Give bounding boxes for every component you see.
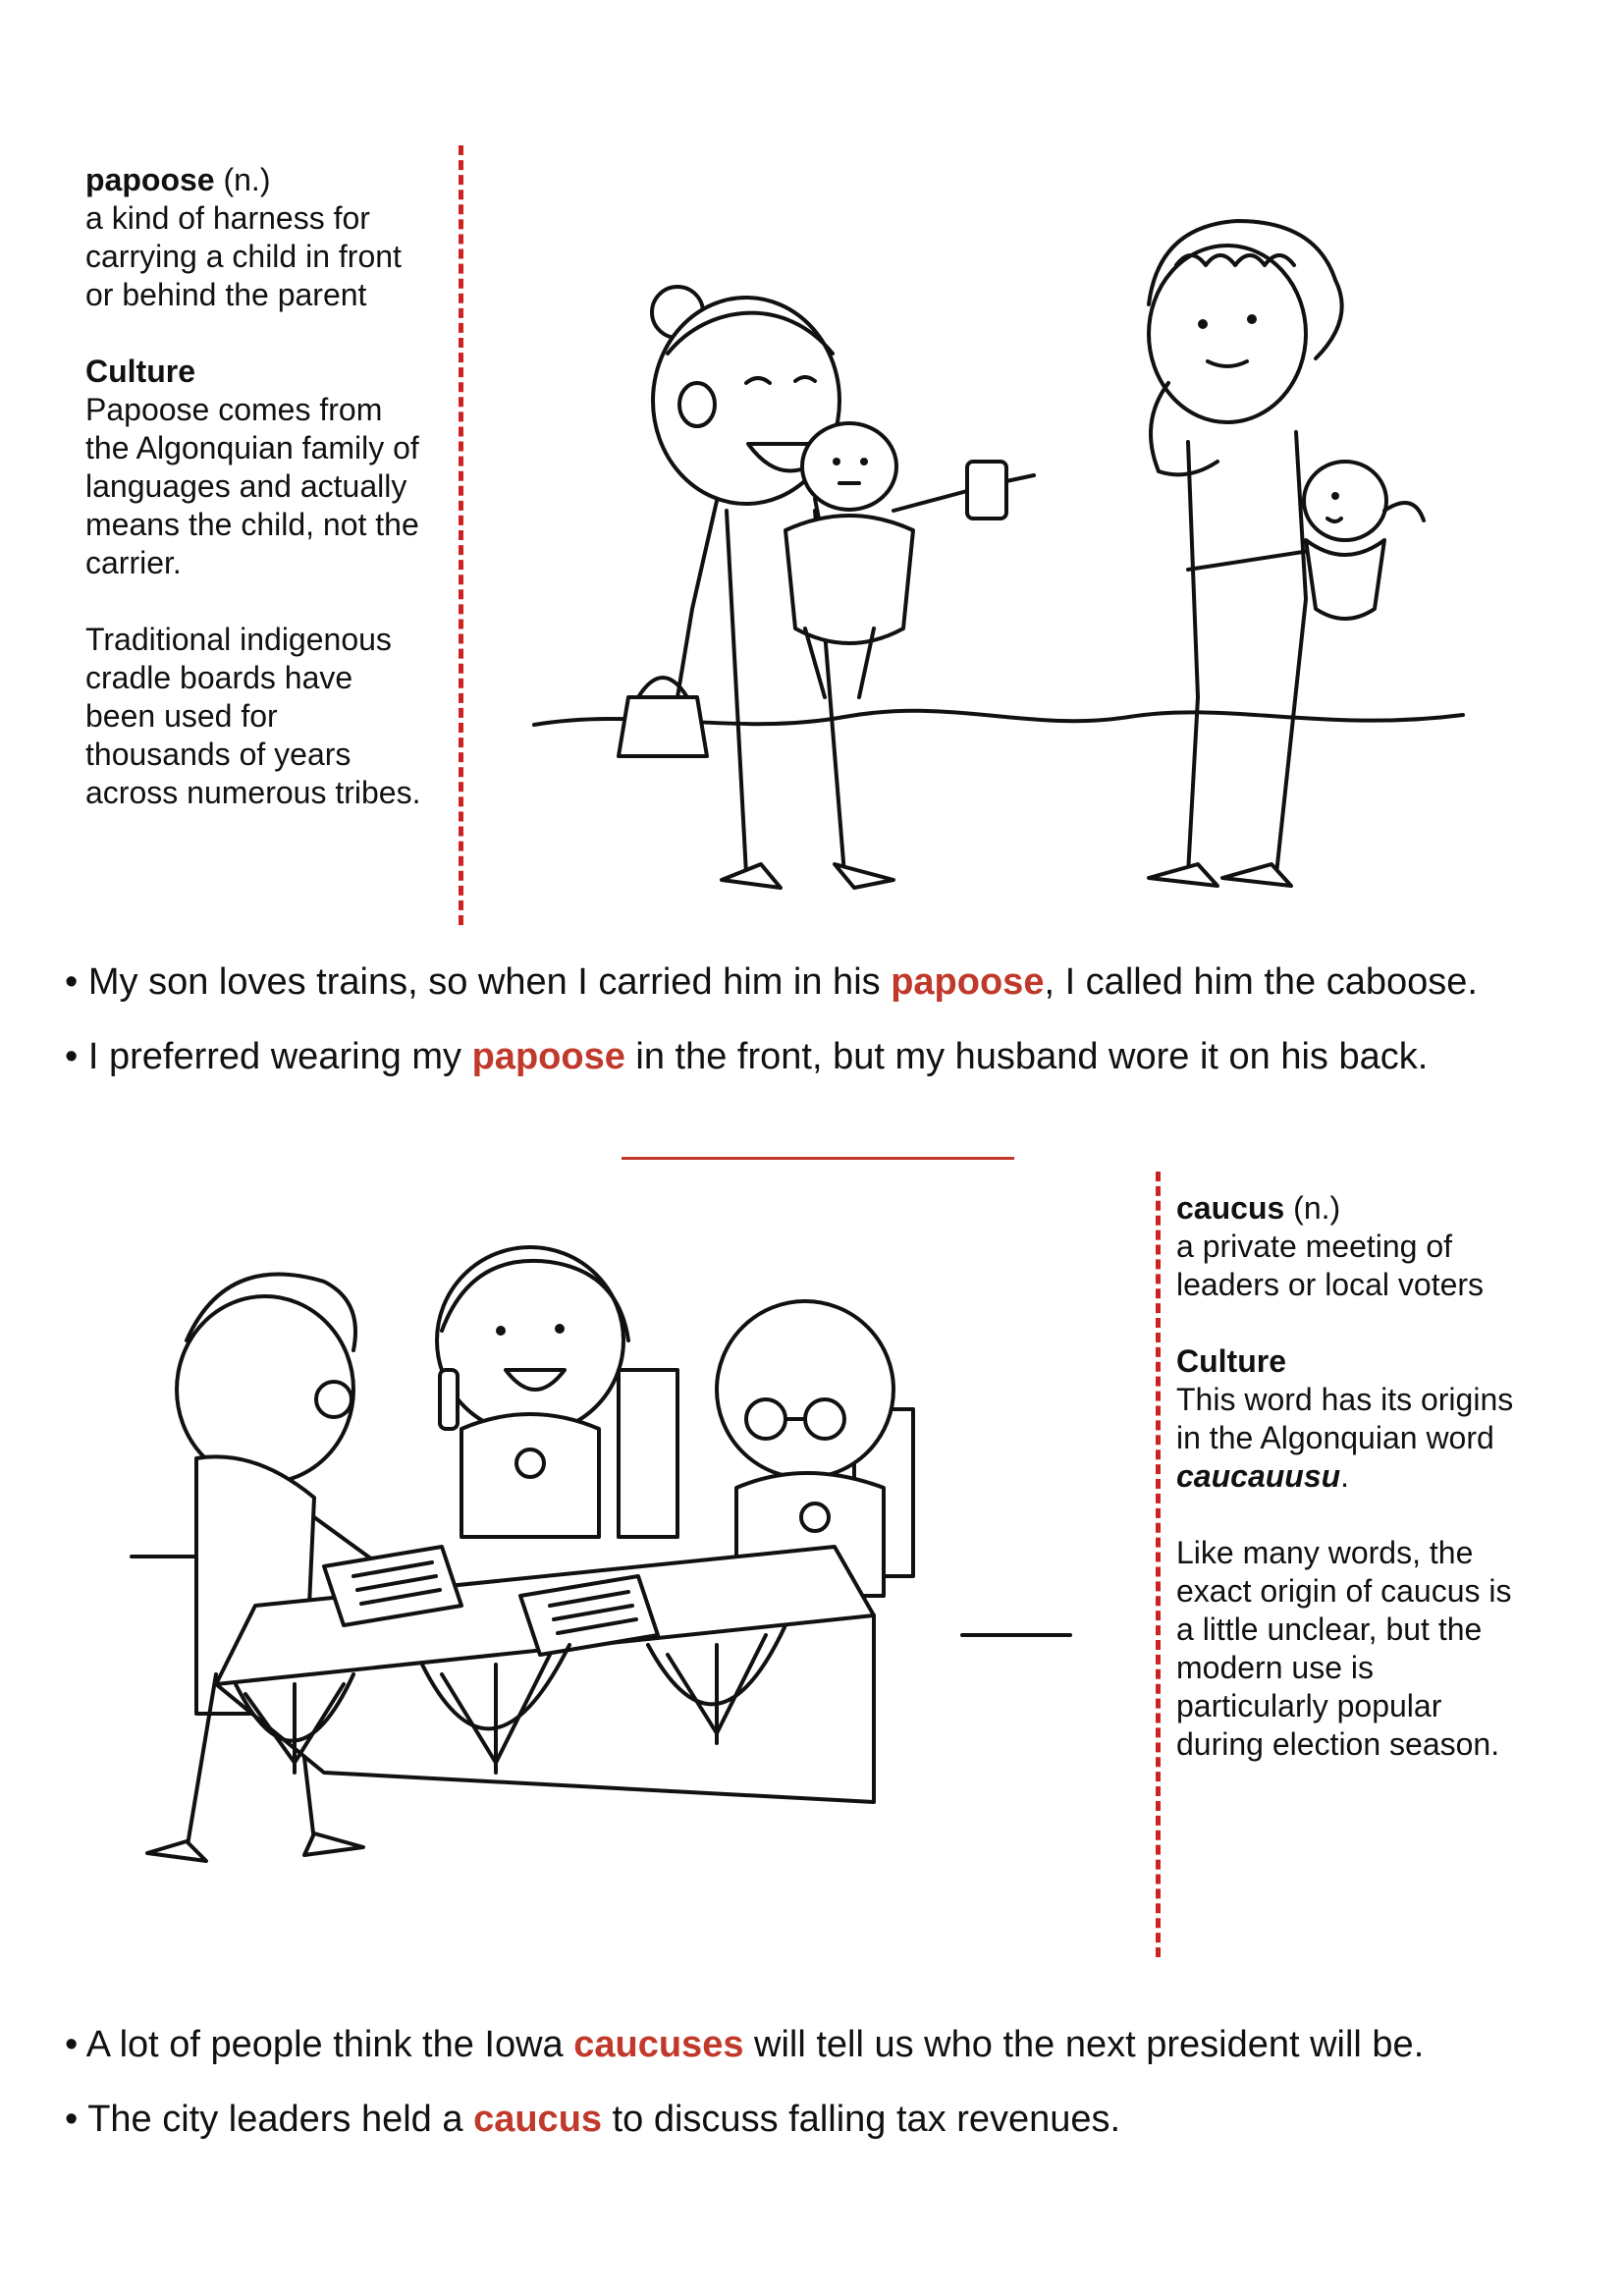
papoose-definition xyxy=(85,161,459,314)
extra-line: been used for xyxy=(85,698,278,734)
example-text-after: , I called him the caboose. xyxy=(1044,961,1478,1003)
papoose-extra xyxy=(85,621,459,812)
culture-term: caucauusu xyxy=(1176,1458,1341,1494)
caucus-example-2 xyxy=(65,2097,1120,2142)
extra-line: exact origin of caucus is xyxy=(1176,1573,1512,1609)
example-text-after: in the front, but my husband wore it on his back. xyxy=(624,1036,1429,1077)
definition-line: a kind of harness for xyxy=(85,200,370,236)
definition-line: or behind the parent xyxy=(85,277,367,312)
caucus-illustration xyxy=(128,1223,1090,1930)
culture-line: carrier. xyxy=(85,545,182,580)
extra-line: a little unclear, but the xyxy=(1176,1612,1483,1647)
culture-heading: Culture xyxy=(85,354,195,389)
caucus-definition-block xyxy=(1176,1189,1598,1802)
extra-line: during election season. xyxy=(1176,1726,1500,1762)
bullet: • xyxy=(65,961,79,1003)
definition-line: carrying a child in front xyxy=(85,239,402,274)
extra-line: Traditional indigenous xyxy=(85,622,392,657)
extra-line: across numerous tribes. xyxy=(85,775,421,810)
culture-line: This word has its origins xyxy=(1176,1382,1514,1417)
bullet: • xyxy=(65,1036,79,1077)
section-separator xyxy=(622,1157,1014,1160)
baby-back-carrier xyxy=(1304,462,1424,619)
culture-line: Papoose comes from xyxy=(85,392,383,427)
culture-line: languages and actually xyxy=(85,468,407,504)
bullet: • xyxy=(65,2024,79,2065)
woman-figure xyxy=(437,1247,628,1537)
part-of-speech: (n.) xyxy=(223,162,271,197)
example-text-before: My son loves trains, so when I carried him in his xyxy=(87,961,892,1003)
extra-line: modern use is xyxy=(1176,1650,1374,1685)
example-text-after: to discuss falling tax revenues. xyxy=(602,2099,1121,2140)
definition-line: a private meeting of xyxy=(1176,1229,1453,1264)
caucus-culture xyxy=(1176,1342,1598,1496)
extra-line: cradle boards have xyxy=(85,660,353,695)
part-of-speech: (n.) xyxy=(1293,1190,1341,1226)
culture-heading: Culture xyxy=(1176,1343,1286,1379)
culture-line: the Algonquian family of xyxy=(85,430,419,465)
definition-line: leaders or local voters xyxy=(1176,1267,1485,1302)
papoose-culture xyxy=(85,353,459,582)
culture-term-suffix: . xyxy=(1340,1458,1350,1494)
example-highlight-word: caucuses xyxy=(573,2024,744,2065)
headword: papoose xyxy=(85,162,215,197)
example-text-before: A lot of people think the Iowa xyxy=(85,2024,574,2065)
papoose-definition-block xyxy=(85,161,459,850)
culture-line: in the Algonquian word xyxy=(1176,1420,1494,1455)
baby-front-carrier xyxy=(785,423,913,697)
papoose-example-2 xyxy=(65,1034,1428,1079)
extra-line: Like many words, the xyxy=(1176,1535,1474,1570)
papoose-illustration xyxy=(520,187,1483,894)
example-text-before: The city leaders held a xyxy=(87,2099,474,2140)
bullet: • xyxy=(65,2099,79,2140)
headword: caucus xyxy=(1176,1190,1285,1226)
caucus-example-1 xyxy=(65,2022,1424,2067)
example-text-before: I preferred wearing my xyxy=(87,1036,472,1077)
example-highlight-word: caucus xyxy=(473,2099,603,2140)
caucus-vertical-divider xyxy=(1156,1172,1161,1957)
culture-line: means the child, not the xyxy=(85,507,419,542)
papoose-vertical-divider xyxy=(459,145,463,925)
papoose-example-1 xyxy=(65,959,1478,1005)
caucus-definition xyxy=(1176,1189,1598,1304)
extra-line: particularly popular xyxy=(1176,1688,1442,1723)
example-highlight-word: papoose xyxy=(471,1036,625,1077)
caucus-extra xyxy=(1176,1534,1598,1764)
example-highlight-word: papoose xyxy=(891,961,1045,1003)
extra-line: thousands of years xyxy=(85,737,352,772)
example-text-after: will tell us who the next president will be. xyxy=(743,2024,1425,2065)
